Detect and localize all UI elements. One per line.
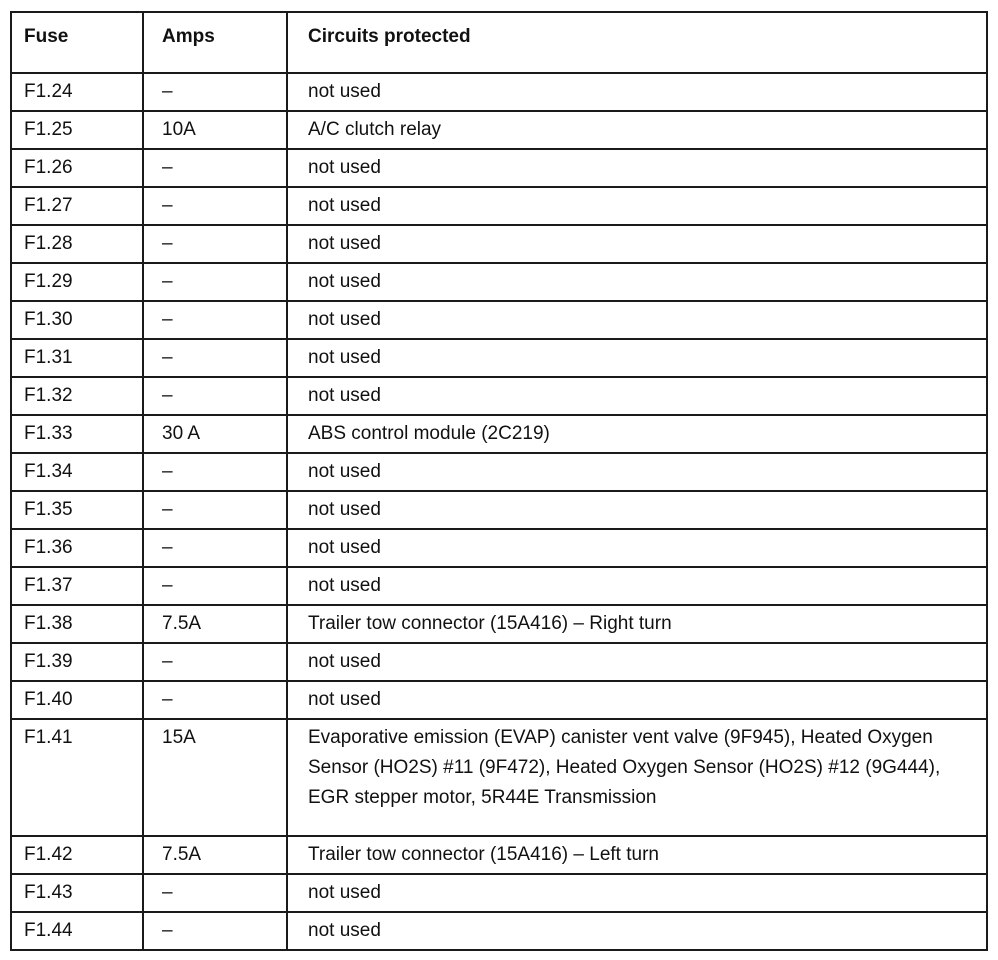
fuse-cell: F1.36 <box>11 529 143 567</box>
circuits-cell: Trailer tow connector (15A416) – Left turn <box>287 836 987 874</box>
amps-cell: – <box>143 529 287 567</box>
fuse-cell: F1.35 <box>11 491 143 529</box>
circuits-cell: not used <box>287 301 987 339</box>
table-row <box>11 719 987 836</box>
amps-cell: – <box>143 874 287 912</box>
fuse-cell: F1.31 <box>11 339 143 377</box>
amps-cell: 7.5A <box>143 605 287 643</box>
circuits-cell: A/C clutch relay <box>287 111 987 149</box>
circuits-cell: not used <box>287 73 987 111</box>
table-row <box>11 149 987 187</box>
amps-cell: – <box>143 912 287 950</box>
circuits-cell: Evaporative emission (EVAP) canister vent valve (9F945), Heated Oxygen Sensor (HO2S) #11 (9F472), Heated Oxygen Sensor (HO2S) #12 (9G444), EGR stepper motor, 5R44E Transmission <box>287 719 987 836</box>
fuse-cell: F1.42 <box>11 836 143 874</box>
table-row <box>11 301 987 339</box>
table-row <box>11 836 987 874</box>
amps-cell: – <box>143 301 287 339</box>
fuse-cell: F1.34 <box>11 453 143 491</box>
fuse-cell: F1.44 <box>11 912 143 950</box>
table-row <box>11 111 987 149</box>
table-row <box>11 377 987 415</box>
table-row <box>11 874 987 912</box>
fuse-cell: F1.25 <box>11 111 143 149</box>
table-row <box>11 453 987 491</box>
amps-cell: – <box>143 149 287 187</box>
table-row <box>11 73 987 111</box>
table-row <box>11 529 987 567</box>
table-row <box>11 681 987 719</box>
amps-cell: 30 A <box>143 415 287 453</box>
table-row <box>11 263 987 301</box>
fuse-cell: F1.28 <box>11 225 143 263</box>
fuse-cell: F1.40 <box>11 681 143 719</box>
amps-cell: – <box>143 453 287 491</box>
fuse-cell: F1.29 <box>11 263 143 301</box>
amps-cell: – <box>143 187 287 225</box>
amps-cell: – <box>143 643 287 681</box>
amps-cell: – <box>143 225 287 263</box>
fuse-cell: F1.24 <box>11 73 143 111</box>
table-row <box>11 912 987 950</box>
amps-cell: – <box>143 491 287 529</box>
circuits-cell: not used <box>287 681 987 719</box>
amps-cell: – <box>143 263 287 301</box>
circuits-cell: not used <box>287 912 987 950</box>
circuits-cell: ABS control module (2C219) <box>287 415 987 453</box>
circuits-cell: not used <box>287 567 987 605</box>
fuse-cell: F1.27 <box>11 187 143 225</box>
circuits-cell: not used <box>287 874 987 912</box>
table-row <box>11 415 987 453</box>
circuits-cell: not used <box>287 643 987 681</box>
amps-cell: 10A <box>143 111 287 149</box>
table-row <box>11 225 987 263</box>
table-header <box>11 12 987 73</box>
fuse-cell: F1.32 <box>11 377 143 415</box>
fuse-table <box>10 11 988 951</box>
fuse-cell: F1.37 <box>11 567 143 605</box>
fuse-cell: F1.43 <box>11 874 143 912</box>
circuits-cell: not used <box>287 491 987 529</box>
circuits-cell: not used <box>287 263 987 301</box>
header-amps: Amps <box>143 12 287 73</box>
amps-cell: – <box>143 377 287 415</box>
amps-cell: 15A <box>143 719 287 836</box>
circuits-cell: not used <box>287 339 987 377</box>
circuits-cell: Trailer tow connector (15A416) – Right turn <box>287 605 987 643</box>
amps-cell: – <box>143 681 287 719</box>
circuits-cell: not used <box>287 453 987 491</box>
header-row <box>11 12 987 73</box>
circuits-cell: not used <box>287 149 987 187</box>
table-row <box>11 567 987 605</box>
circuits-cell: not used <box>287 377 987 415</box>
table-row <box>11 339 987 377</box>
table-body <box>11 73 987 950</box>
circuits-cell: not used <box>287 187 987 225</box>
table-row <box>11 187 987 225</box>
fuse-cell: F1.39 <box>11 643 143 681</box>
amps-cell: 7.5A <box>143 836 287 874</box>
fuse-cell: F1.26 <box>11 149 143 187</box>
fuse-cell: F1.38 <box>11 605 143 643</box>
fuse-cell: F1.33 <box>11 415 143 453</box>
amps-cell: – <box>143 339 287 377</box>
table-row <box>11 643 987 681</box>
header-circuits-protected: Circuits protected <box>287 12 987 73</box>
circuits-cell: not used <box>287 529 987 567</box>
circuits-cell: not used <box>287 225 987 263</box>
fuse-cell: F1.41 <box>11 719 143 836</box>
header-fuse: Fuse <box>11 12 143 73</box>
fuse-cell: F1.30 <box>11 301 143 339</box>
amps-cell: – <box>143 567 287 605</box>
amps-cell: – <box>143 73 287 111</box>
table-row <box>11 605 987 643</box>
table-row <box>11 491 987 529</box>
